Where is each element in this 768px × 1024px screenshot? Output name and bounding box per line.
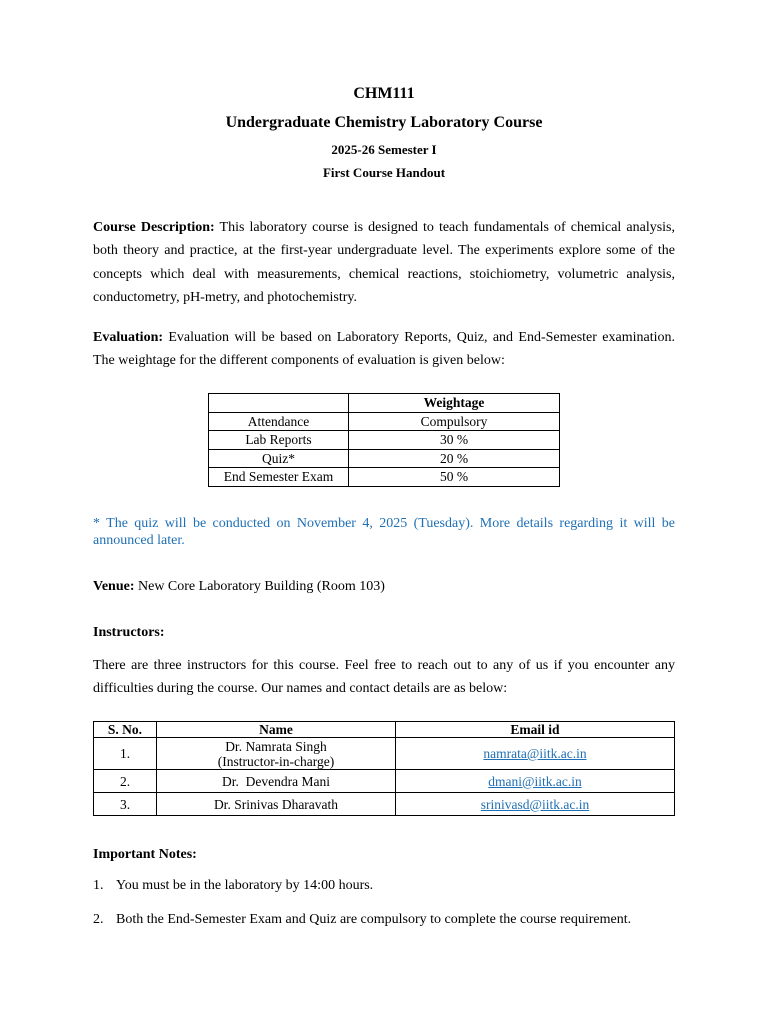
instructors-header-row xyxy=(94,722,675,738)
evaluation xyxy=(93,326,675,373)
instructor-name: Dr. Srinivas Dharavath xyxy=(213,796,339,812)
component-cell: Quiz* xyxy=(209,449,349,468)
venue-label: Venue: xyxy=(93,579,135,594)
weightage-table xyxy=(208,393,560,487)
table-row xyxy=(94,793,675,816)
name-header: Name xyxy=(157,722,396,738)
component-cell: End Semester Exam xyxy=(209,468,349,487)
instructor-role: (Instructor-in-charge) xyxy=(217,753,335,769)
evaluation-text: Evaluation will be based on Laboratory Reports, Quiz, and End-Semester examination. The weightage for the different components of evaluation is given below: xyxy=(93,330,675,369)
sno-header: S. No. xyxy=(94,722,157,738)
email-link[interactable]: dmani@iitk.ac.in xyxy=(488,773,582,789)
course-description-label: Course Description: xyxy=(93,220,215,235)
email-cell xyxy=(396,793,675,816)
note-text: Both the End-Semester Exam and Quiz are compulsory to complete the course requirement. xyxy=(116,912,632,927)
table-row xyxy=(209,468,560,487)
quiz-note: * The quiz will be conducted on November 4, 2025 (Tuesday). More details regarding it will be announced later. xyxy=(93,516,675,548)
note-text: You must be in the laboratory by 14:00 hours. xyxy=(116,878,374,893)
name-cell xyxy=(157,793,396,816)
notes-heading: Important Notes: xyxy=(93,847,197,862)
weightage-header: Weightage xyxy=(349,394,560,413)
email-link[interactable]: namrata@iitk.ac.in xyxy=(483,746,587,761)
name-cell xyxy=(157,738,396,770)
name-cell xyxy=(157,770,396,793)
table-row xyxy=(94,738,675,770)
table-row xyxy=(209,431,560,450)
note-item xyxy=(93,912,631,928)
course-title: Undergraduate Chemistry Laboratory Course xyxy=(225,114,543,131)
email-header: Email id xyxy=(396,722,675,738)
semester-label: 2025-26 Semester I xyxy=(331,142,437,157)
note-item xyxy=(93,878,373,894)
component-cell: Lab Reports xyxy=(209,431,349,450)
email-cell xyxy=(396,770,675,793)
handout-label: First Course Handout xyxy=(322,165,446,180)
instructor-name: Dr. Devendra Mani xyxy=(222,773,330,789)
instructors-table xyxy=(93,721,675,816)
table-row xyxy=(209,412,560,431)
email-cell xyxy=(396,738,675,770)
sno-cell: 2. xyxy=(94,770,157,793)
table-row xyxy=(209,449,560,468)
note-number: 1. xyxy=(93,878,104,893)
sno-cell: 3. xyxy=(94,793,157,816)
evaluation-label: Evaluation: xyxy=(93,330,164,345)
weight-cell: Compulsory xyxy=(349,412,560,431)
weightage-header-row xyxy=(209,394,560,413)
table-row xyxy=(94,770,675,793)
email-link[interactable]: srinivasd@iitk.ac.in xyxy=(480,796,590,812)
instructors-text: There are three instructors for this course. Feel free to reach out to any of us if you encounter any difficulties during the course. Our names and contact details are as below: xyxy=(93,658,675,697)
course-description xyxy=(93,216,675,309)
instructor-name: Dr. Namrata Singh xyxy=(225,738,327,754)
component-cell: Attendance xyxy=(209,412,349,431)
sno-cell: 1. xyxy=(94,738,157,770)
weightage-empty-header xyxy=(209,394,349,413)
venue-text: New Core Laboratory Building (Room 103) xyxy=(134,579,385,594)
venue xyxy=(93,579,385,595)
instructors-heading: Instructors: xyxy=(93,625,165,640)
weight-cell: 20 % xyxy=(349,449,560,468)
course-code: CHM111 xyxy=(353,85,415,102)
course-description-text: This laboratory course is designed to teach fundamentals of chemical analysis, both theory and practice, at the first-year undergraduate level. The experiments explore some of the concepts which deal with measurements, chemical reactions, stoichiometry, volumetric analysis, conductometry, pH-metry, and photochemistry. xyxy=(93,220,675,305)
weight-cell: 50 % xyxy=(349,468,560,487)
note-number: 2. xyxy=(93,912,104,927)
weight-cell: 30 % xyxy=(349,431,560,450)
